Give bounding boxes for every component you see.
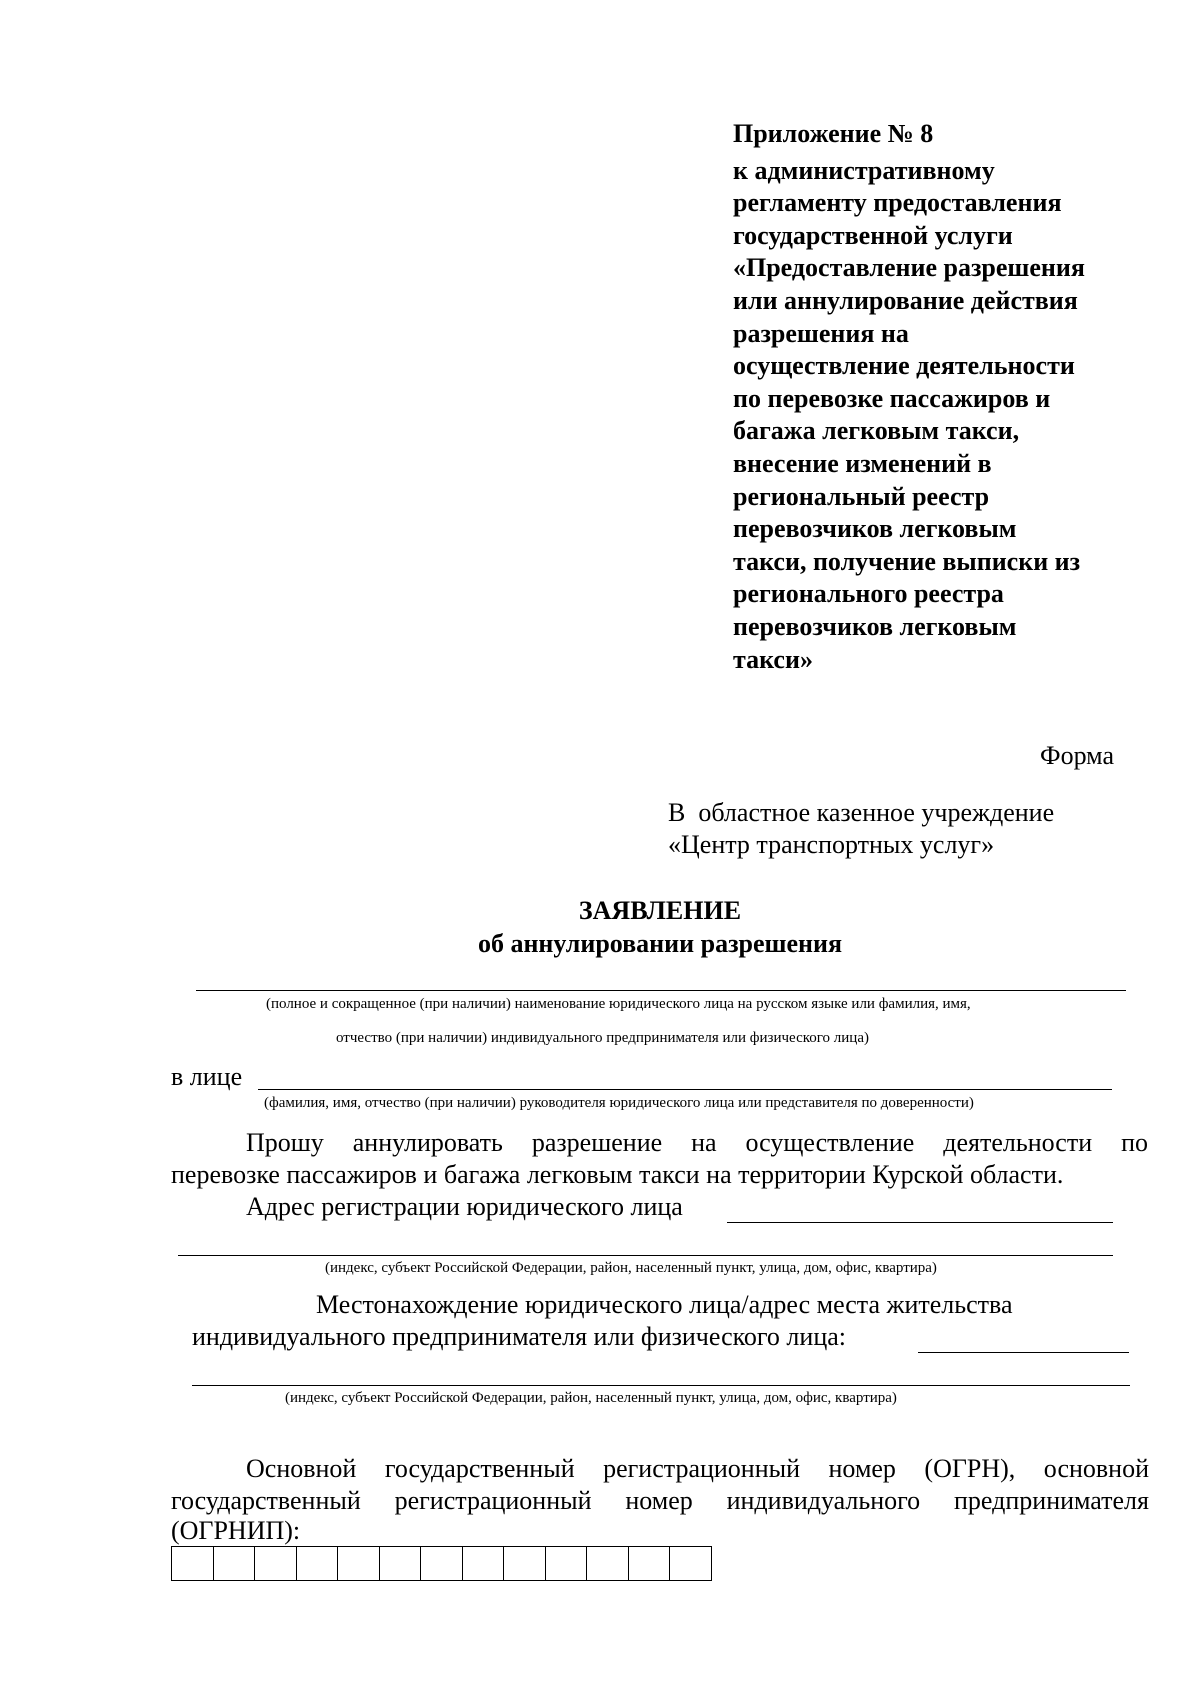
ogrn-cell[interactable] [670, 1547, 712, 1580]
appendix-line: или аннулирование действия [733, 285, 1078, 315]
appendix-line: такси, получение выписки из [733, 546, 1081, 576]
ogrn-cell[interactable] [214, 1547, 256, 1580]
appendix-line: по перевозке пассажиров и [733, 383, 1051, 413]
appendix-line: багажа легковым такси, [733, 416, 1020, 446]
form-label: Форма [1040, 741, 1114, 770]
representative-label: в лице [171, 1062, 243, 1091]
applicant-name-field[interactable] [196, 990, 1126, 991]
applicant-name-caption-2: отчество (при наличии) индивидуального предпринимателя или физического лица) [336, 1030, 869, 1046]
appendix-line: разрешения на [733, 318, 909, 348]
registration-address-label: Адрес регистрации юридического лица [246, 1192, 683, 1221]
registration-address-field-2[interactable] [178, 1255, 1113, 1256]
request-line-1: Прошу аннулировать разрешение на осуществление деятельности по [246, 1128, 1148, 1157]
addressee-block [668, 797, 1054, 861]
registration-address-caption: (индекс, субъект Российской Федерации, район, населенный пункт, улица, дом, офис, квартира) [325, 1260, 937, 1276]
request-line-2: перевозке пассажиров и багажа легковым такси на территории Курской области. [171, 1160, 1064, 1189]
ogrn-cell[interactable] [463, 1547, 505, 1580]
addressee-line-2: «Центр транспортных услуг» [668, 830, 995, 859]
appendix-line: внесение изменений в [733, 448, 992, 478]
ogrn-line-2: государственный регистрационный номер индивидуального предпринимателя [171, 1486, 1149, 1515]
location-field-2[interactable] [192, 1385, 1130, 1386]
appendix-header [733, 118, 1173, 676]
appendix-line: перевозчиков легковым [733, 611, 1017, 641]
ogrn-cell[interactable] [629, 1547, 671, 1580]
registration-address-field-1[interactable] [727, 1222, 1113, 1223]
ogrn-line-1: Основной государственный регистрационный номер (ОГРН), основной [246, 1454, 1149, 1483]
appendix-line: «Предоставление разрешения [733, 253, 1085, 283]
ogrn-cell[interactable] [421, 1547, 463, 1580]
ogrn-line-3: (ОГРНИП): [171, 1516, 301, 1545]
ogrn-cell[interactable] [504, 1547, 546, 1580]
appendix-line: регламенту предоставления [733, 188, 1062, 218]
document-subtitle: об аннулировании разрешения [477, 929, 843, 958]
ogrn-cell[interactable] [297, 1547, 339, 1580]
addressee-line-1: В областное казенное учреждение [668, 798, 1055, 827]
representative-name-field[interactable] [258, 1089, 1112, 1090]
ogrn-input-grid [171, 1546, 712, 1581]
ogrn-cell[interactable] [338, 1547, 380, 1580]
location-line-1: Местонахождение юридического лица/адрес места жительства [316, 1290, 1013, 1319]
appendix-title: Приложение № 8 [733, 119, 934, 148]
ogrn-cell[interactable] [587, 1547, 629, 1580]
ogrn-cell[interactable] [172, 1547, 214, 1580]
appendix-line: государственной услуги [733, 220, 1013, 250]
representative-caption: (фамилия, имя, отчество (при наличии) руководителя юридического лица или представителя по доверенности) [264, 1095, 974, 1111]
appendix-line: региональный реестр [733, 481, 990, 511]
appendix-line: осуществление деятельности [733, 351, 1075, 381]
ogrn-cell[interactable] [255, 1547, 297, 1580]
appendix-line: регионального реестра [733, 579, 1004, 609]
applicant-name-caption-1: (полное и сокращенное (при наличии) наименование юридического лица на русском языке или фамилия, имя, [266, 996, 971, 1012]
ogrn-cell[interactable] [546, 1547, 588, 1580]
location-caption: (индекс, субъект Российской Федерации, район, населенный пункт, улица, дом, офис, квартира) [285, 1390, 897, 1406]
location-field-1[interactable] [918, 1352, 1129, 1353]
ogrn-cell[interactable] [380, 1547, 422, 1580]
document-title: ЗАЯВЛЕНИЕ [578, 896, 742, 925]
appendix-line: к административному [733, 155, 995, 185]
location-line-2: индивидуального предпринимателя или физического лица: [192, 1322, 846, 1351]
appendix-line: такси» [733, 644, 813, 674]
appendix-line: перевозчиков легковым [733, 514, 1017, 544]
